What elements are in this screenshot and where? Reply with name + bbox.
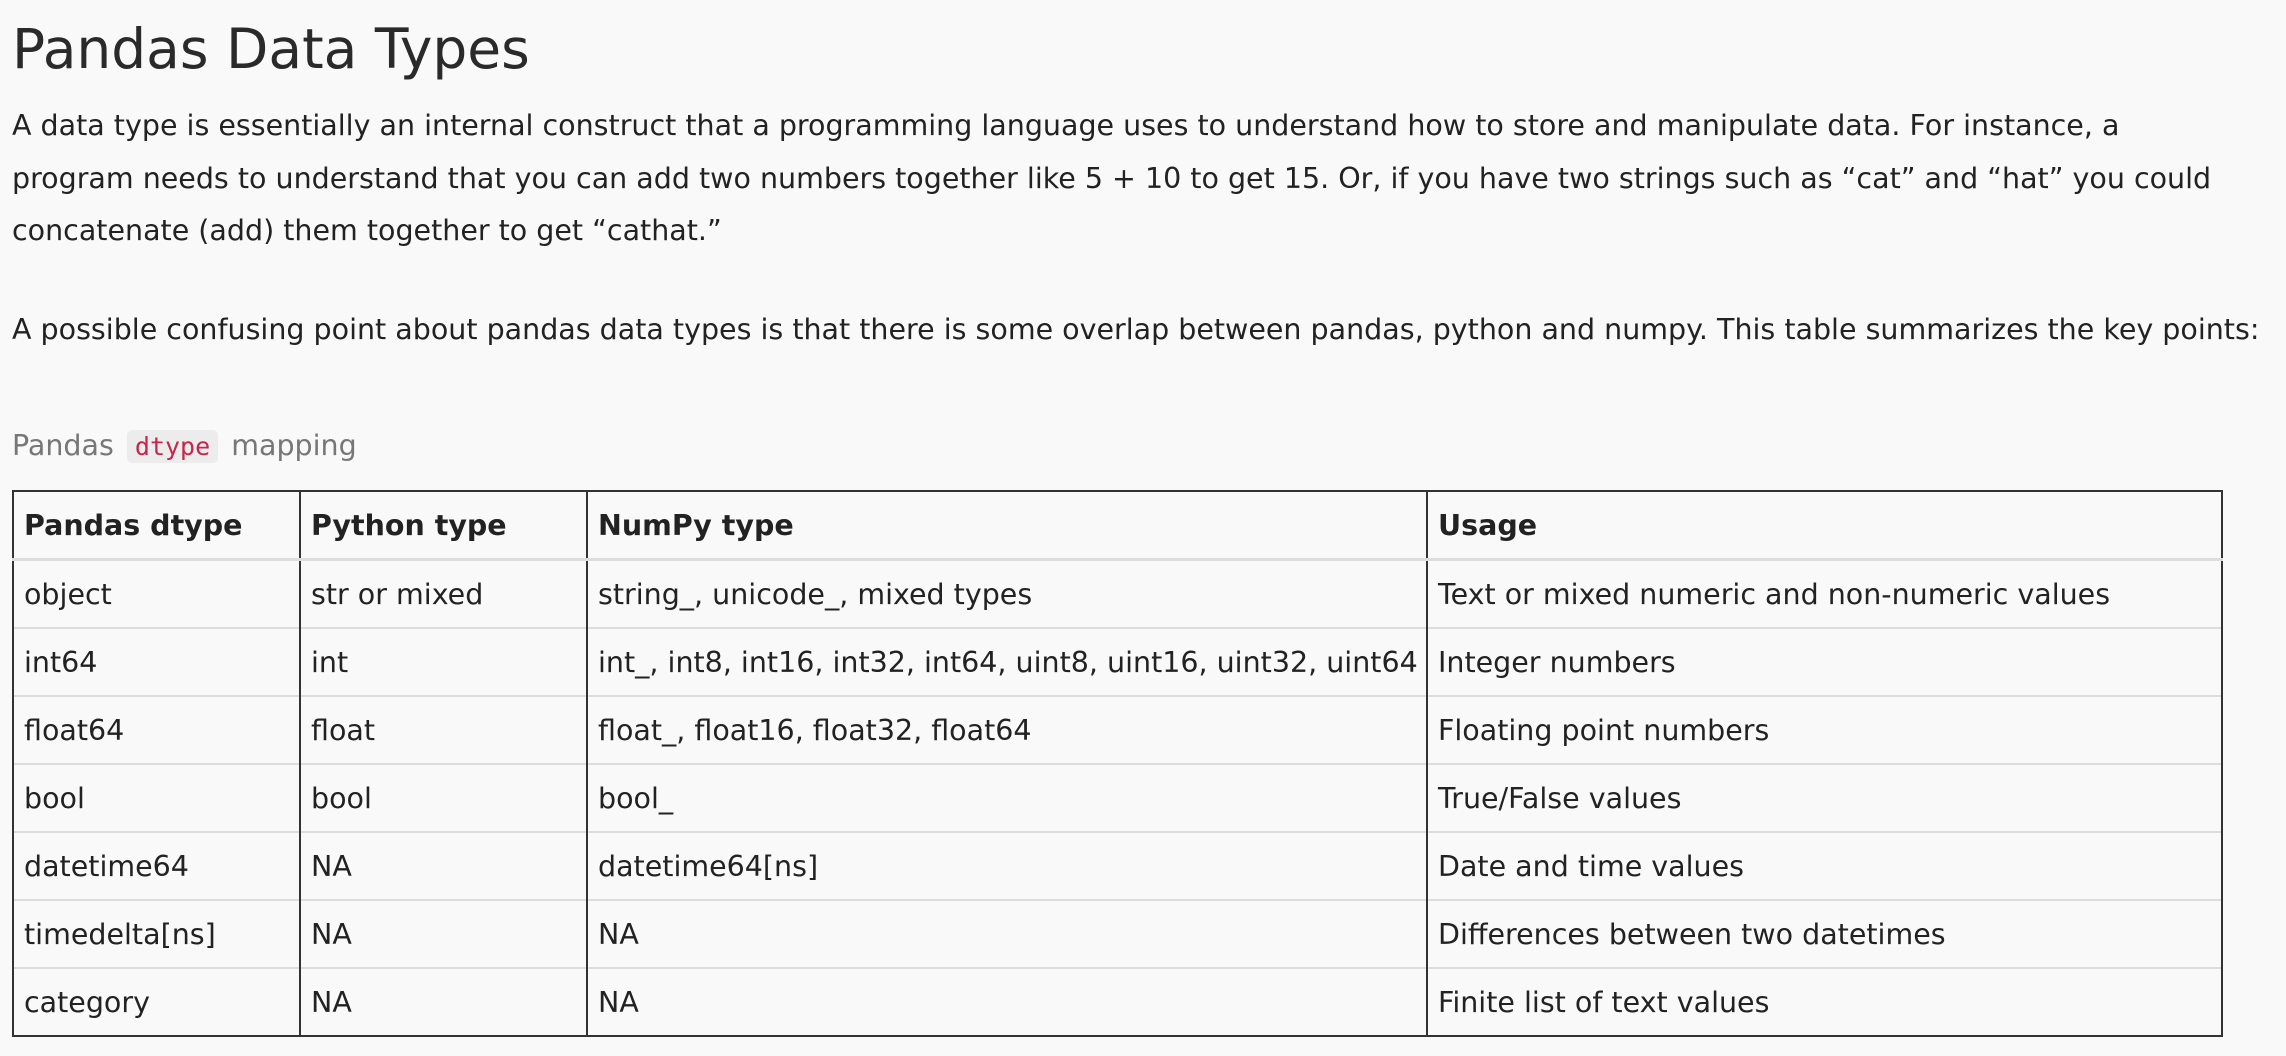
cell-pandas-dtype: int64 [13,628,300,696]
cell-numpy-type: NA [587,900,1427,968]
caption-suffix: mapping [231,429,357,462]
header-numpy-type: NumPy type [587,491,1427,560]
cell-numpy-type: string_, unicode_, mixed types [587,560,1427,629]
cell-usage: Text or mixed numeric and non-numeric values [1427,560,2222,629]
cell-numpy-type: datetime64[ns] [587,832,1427,900]
table-row [13,696,2222,764]
page-title: Pandas Data Types [12,17,530,81]
cell-python-type: NA [300,832,587,900]
table-row [13,968,2222,1036]
cell-pandas-dtype: object [13,560,300,629]
cell-python-type: NA [300,900,587,968]
caption-code: dtype [127,430,218,463]
cell-python-type: float [300,696,587,764]
cell-numpy-type: bool_ [587,764,1427,832]
cell-usage: True/False values [1427,764,2222,832]
cell-pandas-dtype: bool [13,764,300,832]
cell-python-type: int [300,628,587,696]
cell-numpy-type: float_, float16, float32, float64 [587,696,1427,764]
cell-python-type: NA [300,968,587,1036]
cell-pandas-dtype: timedelta[ns] [13,900,300,968]
table-caption [12,420,357,473]
cell-usage: Floating point numbers [1427,696,2222,764]
cell-usage: Integer numbers [1427,628,2222,696]
intro-paragraph: A data type is essentially an internal construct that a programming language uses to understand how to store and manipulate data. For instance, a program needs to understand that you can add two numbers together like 5 + 10 to get 15. Or, if you have two strings such as “cat” and “hat” you could concatenate (add) them together to get “cathat.” [12,109,2212,247]
header-pandas-dtype: Pandas dtype [13,491,300,560]
table-row [13,764,2222,832]
cell-pandas-dtype: category [13,968,300,1036]
cell-usage: Differences between two datetimes [1427,900,2222,968]
cell-python-type: bool [300,764,587,832]
dtype-mapping-table [12,490,2223,1037]
header-python-type: Python type [300,491,587,560]
table-row [13,628,2222,696]
table-header-row [13,491,2222,560]
cell-usage: Date and time values [1427,832,2222,900]
cell-pandas-dtype: float64 [13,696,300,764]
cell-numpy-type: NA [587,968,1427,1036]
cell-usage: Finite list of text values [1427,968,2222,1036]
caption-prefix: Pandas [12,429,114,462]
cell-pandas-dtype: datetime64 [13,832,300,900]
table-row [13,900,2222,968]
header-usage: Usage [1427,491,2222,560]
table-row [13,832,2222,900]
cell-numpy-type: int_, int8, int16, int32, int64, uint8, uint16, uint32, uint64 [587,628,1427,696]
cell-python-type: str or mixed [300,560,587,629]
overlap-paragraph: A possible confusing point about pandas data types is that there is some overlap between pandas, python and numpy. This table summarizes the key points: [12,313,2260,346]
table-row [13,560,2222,629]
